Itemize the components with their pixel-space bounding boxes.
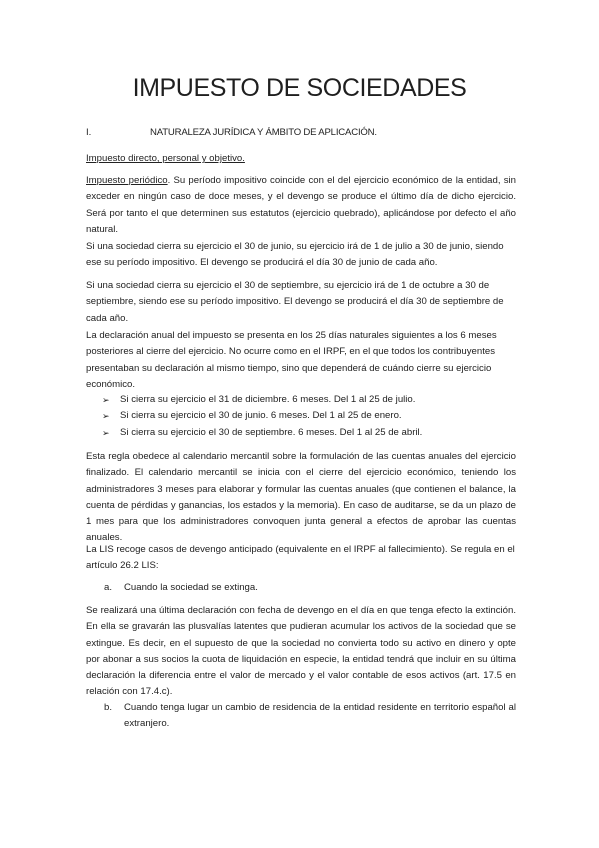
paragraph-junio: Si una sociedad cierra su ejercicio el 30 de junio, su ejercicio irá de 1 de julio a 30 de junio, siendo ese su período impositivo. El devengo se producirá el día 30 de junio de cada año. — [86, 241, 504, 269]
item-text: Cuando tenga lugar un cambio de residencia de la entidad residente en territorio español al extranjero. — [124, 702, 516, 730]
paragraph-lis: La LIS recoge casos de devengo anticipado (equivalente en el IRPF al fallecimiento). Se regula en el artículo 26.2 LIS: — [86, 544, 515, 572]
list-item-b — [104, 700, 516, 733]
subheading: Impuesto directo, personal y objetivo. — [86, 153, 245, 164]
list-item — [102, 392, 522, 408]
paragraph-periodico — [86, 173, 516, 238]
periodico-label: Impuesto periódico — [86, 175, 168, 186]
bullet-text: Si cierra su ejercicio el 30 de junio. 6 meses. Del 1 al 25 de enero. — [120, 410, 402, 422]
bullet-text: Si cierra su ejercicio el 31 de diciembre. 6 meses. Del 1 al 25 de julio. — [120, 394, 416, 405]
paragraph-extincion: Se realizará una última declaración con fecha de devengo en el día en que tenga efecto la extinción. En ella se gravarán las plusvalías latentes que pudieran acumular los activos de la sociedad que se extingue. Es decir, en el supuesto de que la sociedad no convierta todo su activo en dinero y opte por abonar a sus socios la cuota de liquidación en especie, la entidad tendrá que incluir en su última declaración la diferencia entre el valor de mercado y el valor contable de esos activos (art. 17.5 en relación con 17.4.c). — [86, 605, 516, 698]
paragraph-declaracion: La declaración anual del impuesto se presenta en los 25 días naturales siguientes a los 6 meses posteriores al cierre del ejercicio. No ocurre como en el IRPF, en el que todos los contribuyentes presentaban su declaración al mismo tiempo, sino que dependerá de cuándo cierre su ejercicio económico. — [86, 330, 497, 390]
paragraph-septiembre: Si una sociedad cierra su ejercicio el 30 de septiembre, su ejercicio irá de 1 de octubre a 30 de septiembre, siendo ese su período impositivo. El devengo se producirá el día 30 de septiembre de cada año. — [86, 280, 504, 324]
arrow-bullet-icon: ➢ — [102, 395, 110, 405]
list-item-a — [104, 580, 516, 596]
list-item — [102, 425, 522, 441]
item-marker: a. — [104, 582, 113, 593]
item-marker: b. — [104, 702, 113, 713]
section-number: I. — [86, 127, 92, 138]
section-heading: NATURALEZA JURÍDICA Y ÁMBITO DE APLICACIÓN. — [150, 127, 377, 138]
bullet-text: Si cierra su ejercicio el 30 de septiembre. 6 meses. Del 1 al 25 de abril. — [120, 426, 423, 438]
bullet-list — [102, 392, 522, 441]
page-title: IMPUESTO DE SOCIEDADES — [132, 74, 467, 102]
arrow-bullet-icon: ➢ — [102, 427, 110, 438]
periodico-text: . Su período impositivo coincide con el del ejercicio económico de la entidad, sin exceder en ningún caso de doce meses, y el devengo se produce el último día de dicho ejercicio. Será por tanto el que determinen sus estatutos (ejercicio quebrado), aplicándose por defecto el año natural. — [86, 175, 516, 235]
arrow-bullet-icon: ➢ — [102, 411, 110, 422]
list-item — [102, 408, 522, 424]
item-text: Cuando la sociedad se extinga. — [124, 582, 258, 593]
paragraph-regla: Esta regla obedece al calendario mercantil sobre la formulación de las cuentas anuales del ejercicio finalizado. El calendario mercantil se inicia con el cierre del ejercicio económico, teniendo los administradores 3 meses para elaborar y formular las cuentas anuales (que contienen el balance, la cuenta de pérdidas y ganancias, los estados y la memoria). En caso de auditarse, se da un plazo de 1 mes para que los administradores convoquen junta general a efectos de aprobar las cuentas anuales. — [86, 451, 516, 544]
